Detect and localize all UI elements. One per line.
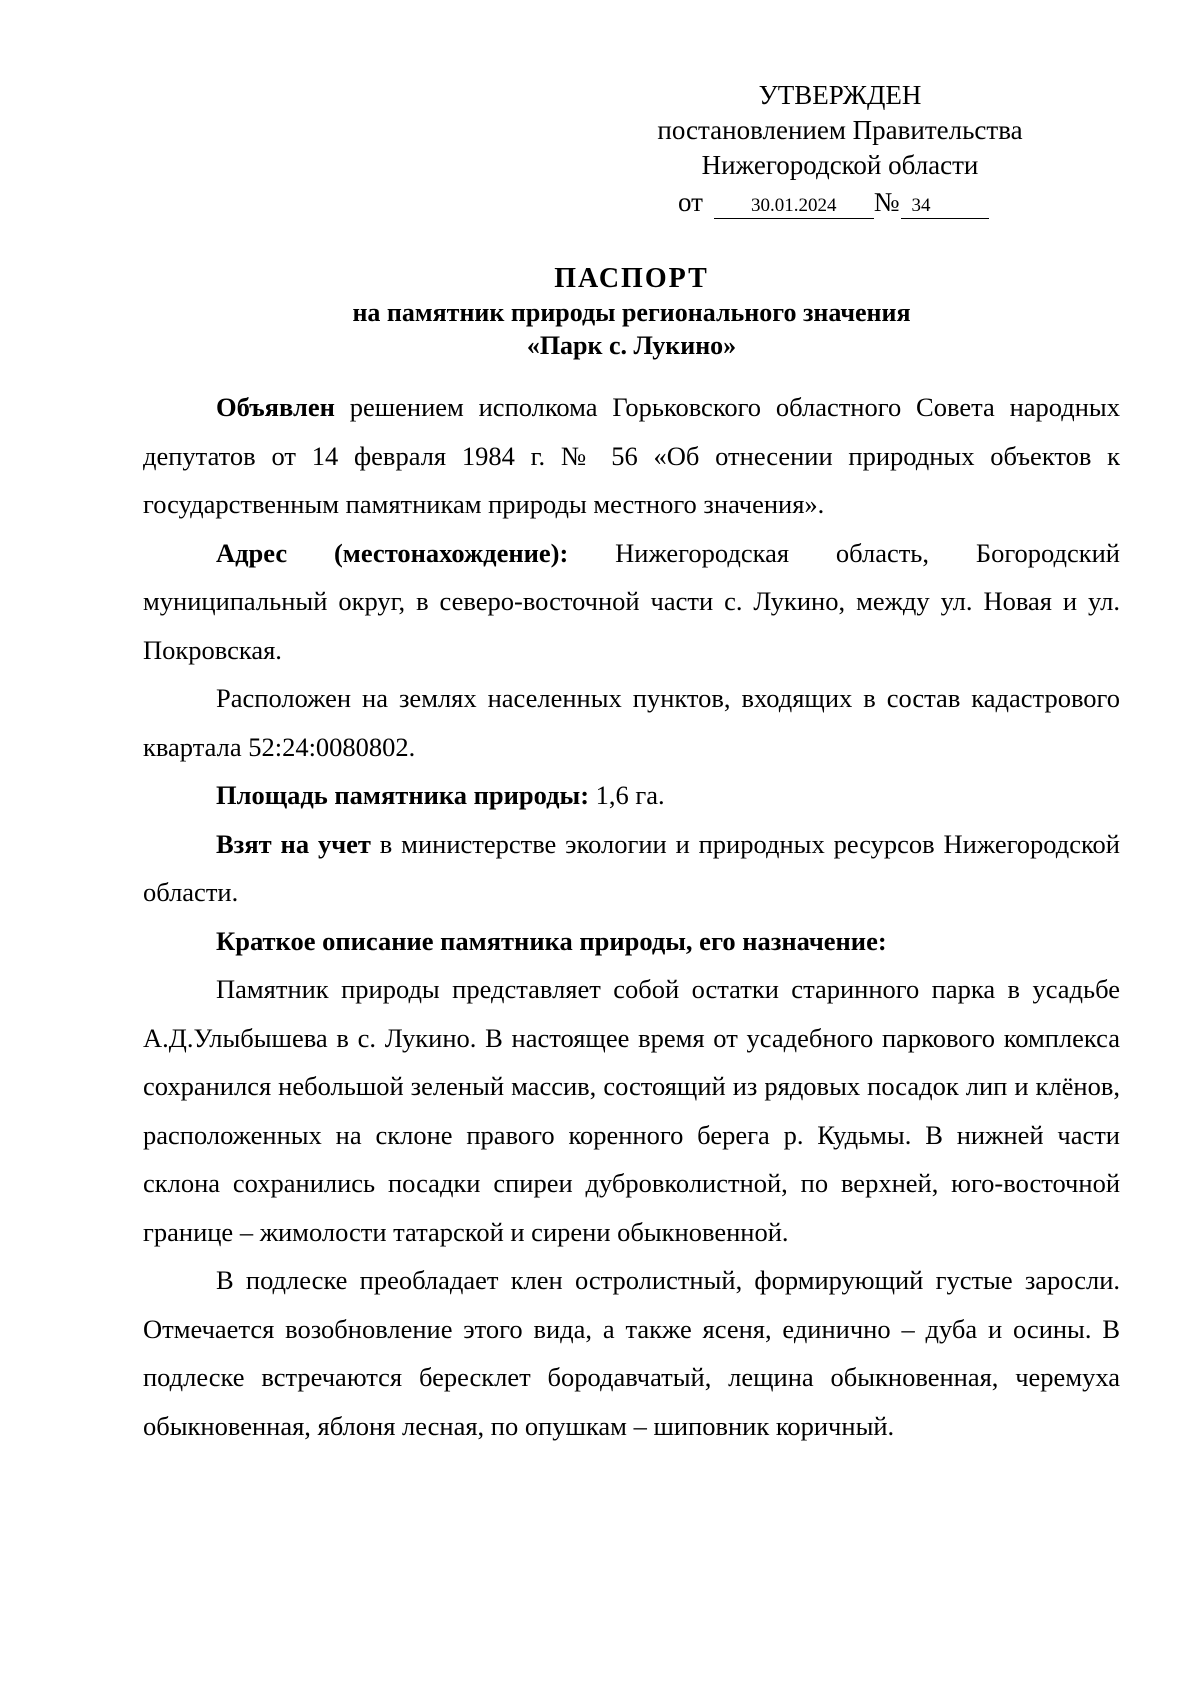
document-subtitle-2: «Парк с. Лукино» <box>526 331 737 360</box>
registered-text: в министерстве экологии и природных ресурсов Нижегородской области. <box>143 828 1120 907</box>
approval-title: УТВЕРЖДЕН <box>758 80 922 110</box>
document-title-block <box>143 262 1120 362</box>
document-subtitle-1: на памятник природы регионального значения <box>352 298 911 327</box>
declared-paragraph <box>143 383 1120 529</box>
document-title: ПАСПОРТ <box>554 263 709 294</box>
description-paragraph-1: Памятник природы представляет собой остатки старинного парка в усадьбе А.Д.Улыбышева в с. Лукино. В настоящее время от усадебного паркового комплекса сохранился небольшой зеленый массив, состоящий из рядовых посадок лип и клёнов, расположенных на склоне правого коренного берега р. Кудьмы. В нижней части склона сохранились посадки спиреи дубровколистной, по верхней, юго-восточной границе – жимолости татарской и сирени обыкновенной. <box>143 974 1120 1247</box>
address-paragraph <box>143 529 1120 675</box>
location-paragraph: Расположен на землях населенных пунктов, входящих в состав кадастрового квартала 52:24:0080802. <box>143 683 1120 762</box>
approval-line-1: постановлением Правительства <box>657 115 1023 145</box>
address-label: Адрес (местонахождение): <box>216 537 569 568</box>
address-text: Нижегородская область, Богородский муниципальный округ, в северо-восточной части с. Лукино, между ул. Новая и ул. Покровская. <box>143 537 1120 665</box>
declared-text: решением исполкома Горьковского областного Совета народных депутатов от 14 февраля 1984 г. № 56 «Об отнесении природных объектов к государственным памятникам природы местного значения». <box>143 392 1120 519</box>
area-label: Площадь памятника природы: <box>216 780 590 810</box>
document-body <box>143 383 1120 1450</box>
approval-line-2: Нижегородской области <box>701 150 979 180</box>
number-sign: № <box>873 187 900 217</box>
description-heading: Краткое описание памятника природы, его назначение: <box>216 925 887 956</box>
date-prefix: от <box>678 187 703 217</box>
approval-date-line <box>600 185 1080 220</box>
approval-date: 30.01.2024 <box>714 194 874 219</box>
approval-number: 34 <box>901 194 989 219</box>
area-text: 1,6 га. <box>589 780 665 810</box>
description-paragraph-2: В подлеске преобладает клен остролистный, формирующий густые заросли. Отмечается возобновление этого вида, а также ясеня, единично – дуба и осины. В подлеске встречаются бересклет бородавчатый, лещина обыкновенная, черемуха обыкновенная, яблоня лесная, по опушкам – шиповник коричный. <box>143 1265 1120 1441</box>
area-paragraph <box>143 771 1120 820</box>
declared-label: Объявлен <box>216 392 335 422</box>
registered-label: Взят на учет <box>216 828 371 859</box>
approval-block <box>600 78 1080 220</box>
registered-paragraph <box>143 820 1120 917</box>
